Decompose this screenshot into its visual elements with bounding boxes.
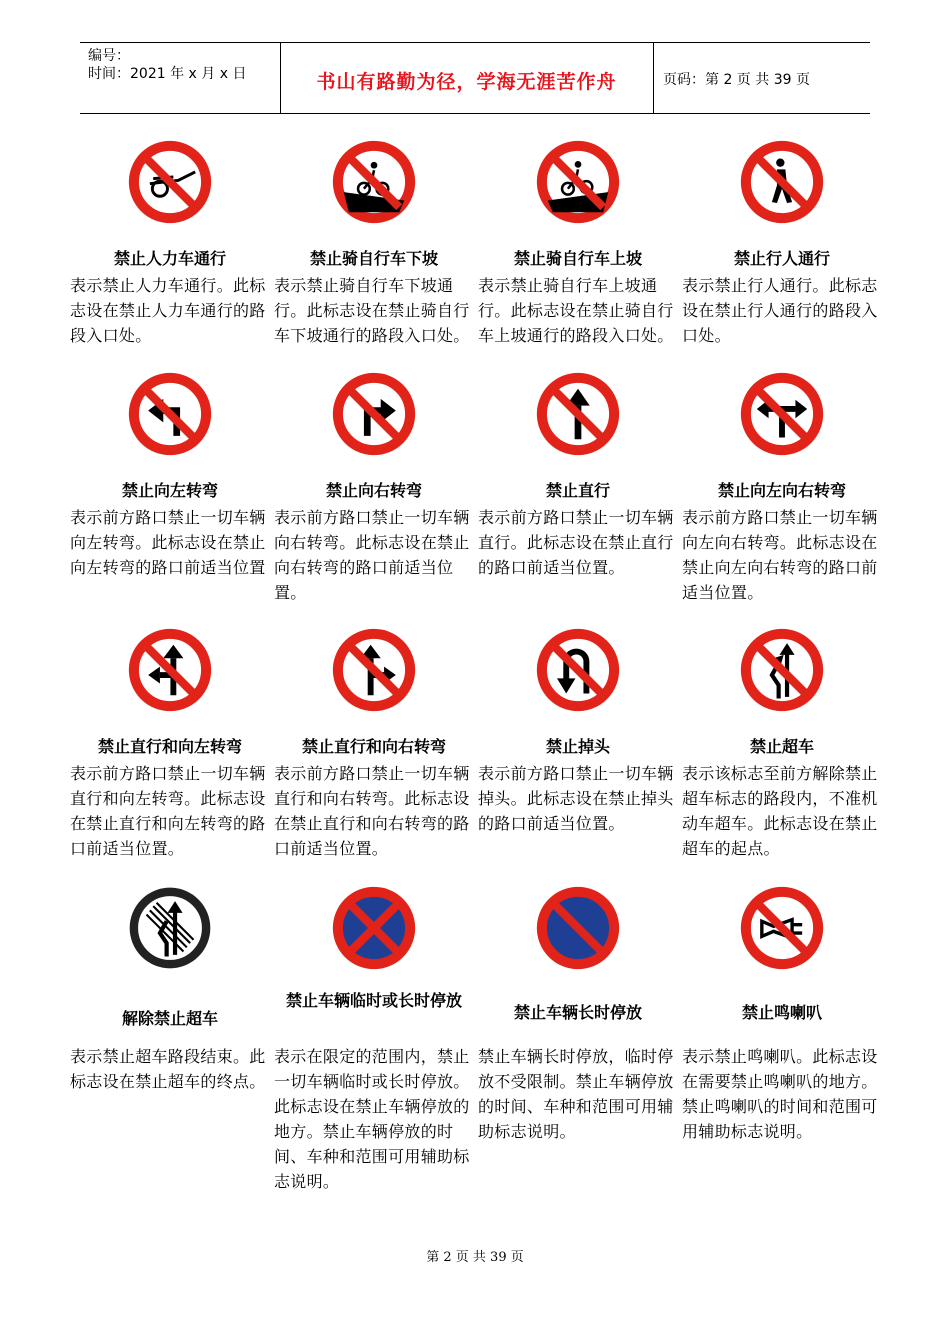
motto: 书山有路勤为径，学海无涯苦作舟: [316, 71, 617, 93]
date-label: 时间：2021 年 x 月 x 日: [88, 66, 247, 82]
sign-description: 表示该标志至前方解除禁止超车标志的路段内，不准机动车超车。此标志设在禁止超车的起点。: [682, 764, 878, 858]
sign-title: 禁止鸣喇叭: [741, 1003, 822, 1022]
sign-description: 表示前方路口禁止一切车辆直行和向右转弯。此标志设在禁止直行和向右转弯的路口前适当位置。: [274, 764, 470, 858]
sign-title: 禁止直行: [545, 481, 610, 500]
no-straight-left-icon: [128, 628, 212, 712]
sign-description: 表示禁止行人通行。此标志设在禁止行人通行的路段入口处。: [682, 276, 878, 345]
header-page-cell: [653, 43, 870, 113]
sign-description: 表示禁止骑自行车下坡通行。此标志设在禁止骑自行车下坡通行的路段入口处。: [274, 276, 470, 345]
no-horn-icon: [740, 886, 824, 970]
sign-title: 禁止行人通行: [733, 249, 830, 268]
sign-description: 表示前方路口禁止一切车辆掉头。此标志设在禁止掉头的路口前适当位置。: [478, 764, 674, 833]
sign-title: 禁止人力车通行: [113, 249, 226, 268]
sign-description: 表示在限定的范围内，禁止一切车辆临时或长时停放。此标志设在禁止车辆停放的地方。禁止车辆停放的时间、车种和范围可用辅助标志说明。: [274, 1047, 470, 1191]
sign-description: 禁止车辆长时停放，临时停放不受限制。禁止车辆停放的时间、车种和范围可用辅助标志说明。: [478, 1047, 674, 1141]
sign-title: 禁止骑自行车上坡: [513, 249, 642, 268]
sign-description: 表示禁止鸣喇叭。此标志设在需要禁止鸣喇叭的地方。禁止鸣喇叭的时间和范围可用辅助标志说明。: [682, 1047, 878, 1141]
header-info-cell: [80, 43, 281, 113]
no-straight-right-icon: [332, 628, 416, 712]
page-info: 页码：第 2 页 共 39 页: [663, 72, 810, 88]
sign-title: 禁止车辆长时停放: [513, 1003, 642, 1022]
sign-title: 解除禁止超车: [121, 1009, 218, 1028]
sign-description: 表示前方路口禁止一切车辆向右转弯。此标志设在禁止向右转弯的路口前适当位置。: [274, 508, 470, 602]
no-pedestrian-icon: [740, 140, 824, 224]
no-u-turn-icon: [536, 628, 620, 712]
end-no-overtaking-icon: [128, 886, 212, 970]
sign-title: 禁止向左向右转弯: [717, 481, 846, 500]
no-left-right-turn-icon: [740, 372, 824, 456]
sign-title: 禁止直行和向右转弯: [301, 737, 446, 756]
sign-title: 禁止掉头: [545, 737, 610, 756]
sign-description: 表示禁止超车路段结束。此标志设在禁止超车的终点。: [70, 1047, 266, 1091]
sign-title: 禁止骑自行车下坡: [309, 249, 438, 268]
sign-title: 禁止直行和向左转弯: [97, 737, 242, 756]
page-header: [80, 42, 870, 114]
no-handcart-icon: [128, 140, 212, 224]
sign-title: 禁止向左转弯: [121, 481, 218, 500]
no-left-turn-icon: [128, 372, 212, 456]
sign-title: 禁止向右转弯: [325, 481, 422, 500]
page-footer: 第 2 页 共 39 页: [426, 1250, 524, 1265]
sign-description: 表示禁止人力车通行。此标志设在禁止人力车通行的路段入口处。: [70, 276, 266, 345]
header-motto-cell: [280, 43, 654, 113]
sign-description: 表示前方路口禁止一切车辆向左向右转弯。此标志设在禁止向左向右转弯的路口前适当位置。: [682, 508, 878, 602]
no-stopping-icon: [332, 886, 416, 970]
sign-description: 表示前方路口禁止一切车辆向左转弯。此标志设在禁止向左转弯的路口前适当位置: [70, 508, 266, 577]
sign-description: 表示前方路口禁止一切车辆直行和向左转弯。此标志设在禁止直行和向左转弯的路口前适当位置。: [70, 764, 266, 858]
serial-label: 编号：: [88, 48, 130, 64]
no-bicycle-uphill-icon: [536, 140, 620, 224]
sign-title: 禁止超车: [749, 737, 814, 756]
no-parking-icon: [536, 886, 620, 970]
no-straight-icon: [536, 372, 620, 456]
no-bicycle-downhill-icon: [332, 140, 416, 224]
sign-title: 禁止车辆临时或长时停放: [285, 991, 462, 1010]
sign-description: 表示前方路口禁止一切车辆直行。此标志设在禁止直行的路口前适当位置。: [478, 508, 674, 577]
no-overtaking-icon: [740, 628, 824, 712]
no-right-turn-icon: [332, 372, 416, 456]
sign-description: 表示禁止骑自行车上坡通行。此标志设在禁止骑自行车上坡通行的路段入口处。: [478, 276, 674, 345]
